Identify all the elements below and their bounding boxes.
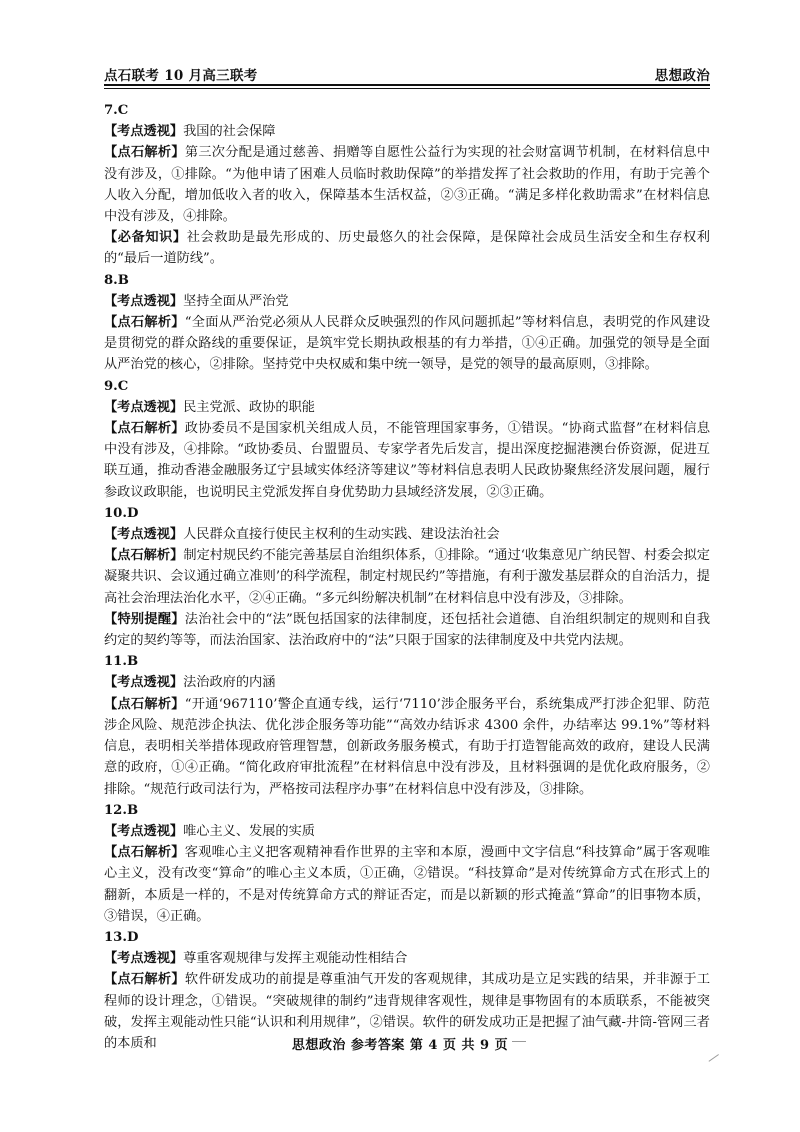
answer-content (104, 100, 710, 1054)
header-rule-thin (104, 88, 710, 89)
section-tag: 【特别提醒】 (104, 611, 185, 627)
question-11 (104, 651, 710, 799)
question-number: 9.C (104, 378, 129, 394)
section-tag: 【点石解析】 (104, 696, 185, 712)
kaodian (104, 672, 710, 693)
question-8 (104, 270, 710, 376)
section-tag: 【考点透视】 (104, 675, 184, 691)
zhishi (104, 227, 710, 269)
kaodian (104, 524, 710, 545)
section-text: 第三次分配是通过慈善、捐赠等自愿性公益行为实现的社会财富调节机制，在材料信息中没有涉及，①排除。“为他申请了困难人员临时救助保障”的举措发挥了社会救助的作用，有助于完善个人收入分配，增加低收入者的收入，保障基本生活权益，②③正确。“满足多样化救助需求”在材料信息中没有涉及，④排除。 (104, 145, 711, 225)
header-rule (104, 84, 710, 86)
question-number: 10.D (104, 505, 139, 521)
question-10 (104, 503, 710, 651)
kaodian (104, 291, 710, 312)
jiexi (104, 694, 710, 800)
section-text: 法治社会中的“法”既包括国家的法律制度，还包括社会道德、自治组织制定的规则和自我约定的契约等等，而法治国家、法治政府中的“法”只限于国家的法律制度及中共党内法规。 (104, 611, 711, 649)
section-tag: 【考点透视】 (104, 951, 184, 967)
question-number: 12.B (104, 802, 139, 818)
section-text: 民主党派、政协的职能 (183, 399, 315, 415)
header-subject: 思想政治 (654, 68, 710, 84)
page-footer: 思想政治 参考答案 第 4 页 共 9 页 (291, 1038, 509, 1053)
header-exam-title: 点石联考 10 月高三联考 (104, 68, 258, 84)
question-number: 11.B (104, 654, 139, 670)
kaodian (104, 121, 710, 142)
question-number: 7.C (104, 103, 129, 118)
section-tag: 【点石解析】 (104, 845, 185, 861)
section-tag: 【点石解析】 (104, 421, 185, 437)
section-tag: 【考点透视】 (104, 124, 184, 140)
tixing (104, 609, 710, 651)
kaodian (104, 821, 710, 842)
section-tag: 【点石解析】 (104, 145, 185, 161)
section-tag: 【考点透视】 (104, 823, 184, 839)
section-text: 唯心主义、发展的实质 (183, 823, 315, 839)
section-tag: 【必备知识】 (104, 230, 187, 246)
section-text: 制定村规民约不能完善基层自治组织体系，①排除。“通过‘收集意见广纳民智、村委会拟定凝聚共识、会议通过确立准则’的科学流程，制定村规民约”等措施，有利于激发基层群众的自治活力，提高社会治理法治化水平，②④正确。“多元纠纷解决机制”在材料信息中没有涉及，③排除。 (104, 548, 710, 606)
jiexi (104, 142, 710, 227)
section-text: 软件研发成功的前提是尊重油气开发的客观规律，其成功是立足实践的结果，并非源于工程师的设计理念，①错误。“突破规律的制约”违背规律客观性，规律是事物固有的本质联系，不能被突破，发挥主观能动性只能“认识和利用规律”，②错误。软件的研发成功正是把握了油气藏-井筒-管网三者的本质和 (104, 972, 711, 1051)
section-text: “全面从严治党必须从人民群众反映强烈的作风问题抓起”等材料信息，表明党的作风建设是贯彻党的群众路线的重要保证，是筑牢党长期执政根基的有力举措，①④正确。加强党的领导是全面从严治党的核心，②排除。坚持党中央权威和集中统一领导，是党的领导的最高原则，③排除。 (104, 315, 711, 373)
section-text: 法治政府的内涵 (183, 675, 276, 691)
section-text: “开通‘967110’警企直通专线，运行‘7110’涉企服务平台，系统集成严打涉企犯罪、防范涉企风险、规范涉企执法、优化涉企服务等功能”“高效办结诉求 4300 余件，办结率达 99.1%”等材料信息，表明相关举措体现政府管理智慧，创新政务服务模式，有助于打造智能高效的政府，建设人民满意的政府，①④正确。“简化政府审批流程”在材料信息中没有涉及，且材料强调的是优化政府服务，②排除。“规范行政司法行为，严格按司法程序办事”在材料信息中没有涉及，③排除。 (104, 696, 710, 797)
kaodian (104, 948, 710, 969)
section-text: 尊重客观规律与发挥主观能动性相结合 (183, 951, 408, 967)
question-12 (104, 800, 710, 927)
kaodian (104, 397, 710, 418)
question-7 (104, 100, 710, 270)
question-number: 8.B (104, 272, 129, 288)
section-text: 政协委员不是国家机关组成人员，不能管理国家事务，①错误。“协商式监督”在材料信息中没有涉及，④排除。“政协委员、台盟盟员、专家学者先后发言，提出深度挖掘港澳台侨资源，促进互联互通，推动香港金融服务辽宁县域实体经济等建议”等材料信息表明人民政协聚焦经济发展问题，履行参政议政职能，也说明民主党派发挥自身优势助力县域经济发展，②③正确。 (104, 421, 711, 500)
jiexi (104, 545, 710, 609)
section-text: 客观唯心主义把客观精神看作世界的主宰和本原，漫画中文字信息“科技算命”属于客观唯心主义，没有改变“算命”的唯心主义本质，①正确，②错误。“科技算命”是对传统算命方式在形式上的翻新，本质是一样的，不是对传统算命方式的辩证否定，而是以新颖的形式掩盖“算命”的旧事物本质，③错误，④正确。 (104, 845, 711, 924)
section-text: 坚持全面从严治党 (183, 293, 289, 309)
section-text: 社会救助是最先形成的、历史最悠久的社会保障，是保障社会成员生活安全和生存权利的“最后一道防线”。 (104, 230, 710, 267)
section-text: 人民群众直接行使民主权利的生动实践、建设法治社会 (183, 527, 500, 543)
section-tag: 【点石解析】 (104, 972, 185, 988)
section-text: 我国的社会保障 (183, 124, 276, 140)
question-9 (104, 376, 710, 503)
section-tag: 【点石解析】 (104, 548, 184, 564)
section-tag: 【考点透视】 (104, 293, 184, 309)
section-tag: 【点石解析】 (104, 315, 185, 331)
jiexi (104, 842, 710, 927)
section-tag: 【考点透视】 (104, 399, 184, 415)
jiexi (104, 418, 710, 503)
question-number: 13.D (104, 929, 139, 945)
section-tag: 【考点透视】 (104, 527, 184, 543)
jiexi (104, 312, 710, 376)
